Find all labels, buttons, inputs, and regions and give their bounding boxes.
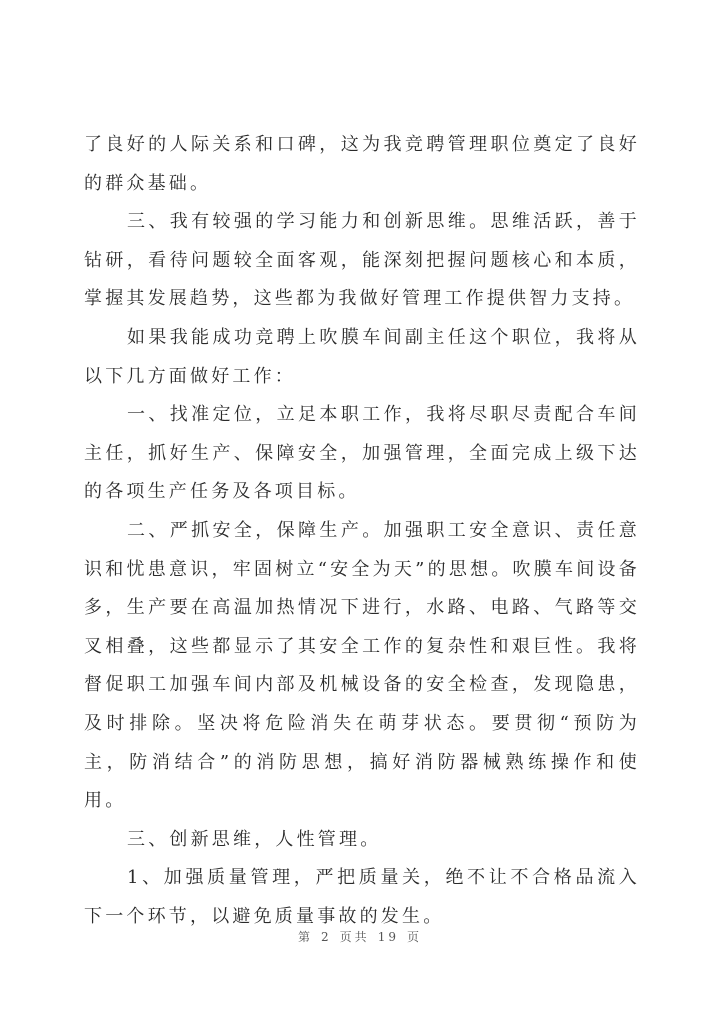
paragraph-plan-three-item-one: 1、加强质量管理，严把质量关，绝不让不合格品流入下一个环节，以避免质量事故的发生。 xyxy=(84,867,640,927)
paragraph-point-three-ability: 三、我有较强的学习能力和创新思维。思维活跃，善于钻研，看待问题较全面客观，能深刻把握问题核心和本质，掌握其发展趋势，这些都为我做好管理工作提供智力支持。 xyxy=(84,211,640,310)
footer-prefix: 第 xyxy=(298,930,314,944)
page-footer xyxy=(0,928,720,945)
total-pages-number: 19 xyxy=(377,930,399,944)
current-page-number: 2 xyxy=(321,930,332,944)
paragraph-plan-one: 一、找准定位，立足本职工作，我将尽职尽责配合车间主任，抓好生产、保障安全，加强管理，全面完成上级下达的各项生产任务及各项目标。 xyxy=(84,404,640,503)
document-body xyxy=(84,126,640,936)
paragraph-work-plan-intro: 如果我能成功竞聘上吹膜车间副主任这个职位，我将从以下几方面做好工作： xyxy=(84,326,640,387)
footer-suffix: 页 xyxy=(406,930,422,944)
paragraph-plan-three-heading: 三、创新思维，人性管理。 xyxy=(127,828,382,850)
paragraph-plan-two: 二、严抓安全，保障生产。加强职工安全意识、责任意识和忧患意识，牢固树立“安全为天”的思想。吹膜车间设备多，生产要在高温加热情况下进行，水路、电路、气路等交叉相叠，这些都显示了其安全工作的复杂性和艰巨性。我将督促职工加强车间内部及机械设备的安全检查，发现隐患，及时排除。坚决将危险消失在萌芽状态。要贯彻“预防为主，防消结合”的消防思想，搞好消防器械熟练操作和使用。 xyxy=(84,519,640,812)
paragraph-continuation: 了良好的人际关系和口碑，这为我竞聘管理职位奠定了良好的群众基础。 xyxy=(84,134,640,194)
footer-mid: 页共 xyxy=(339,930,370,944)
